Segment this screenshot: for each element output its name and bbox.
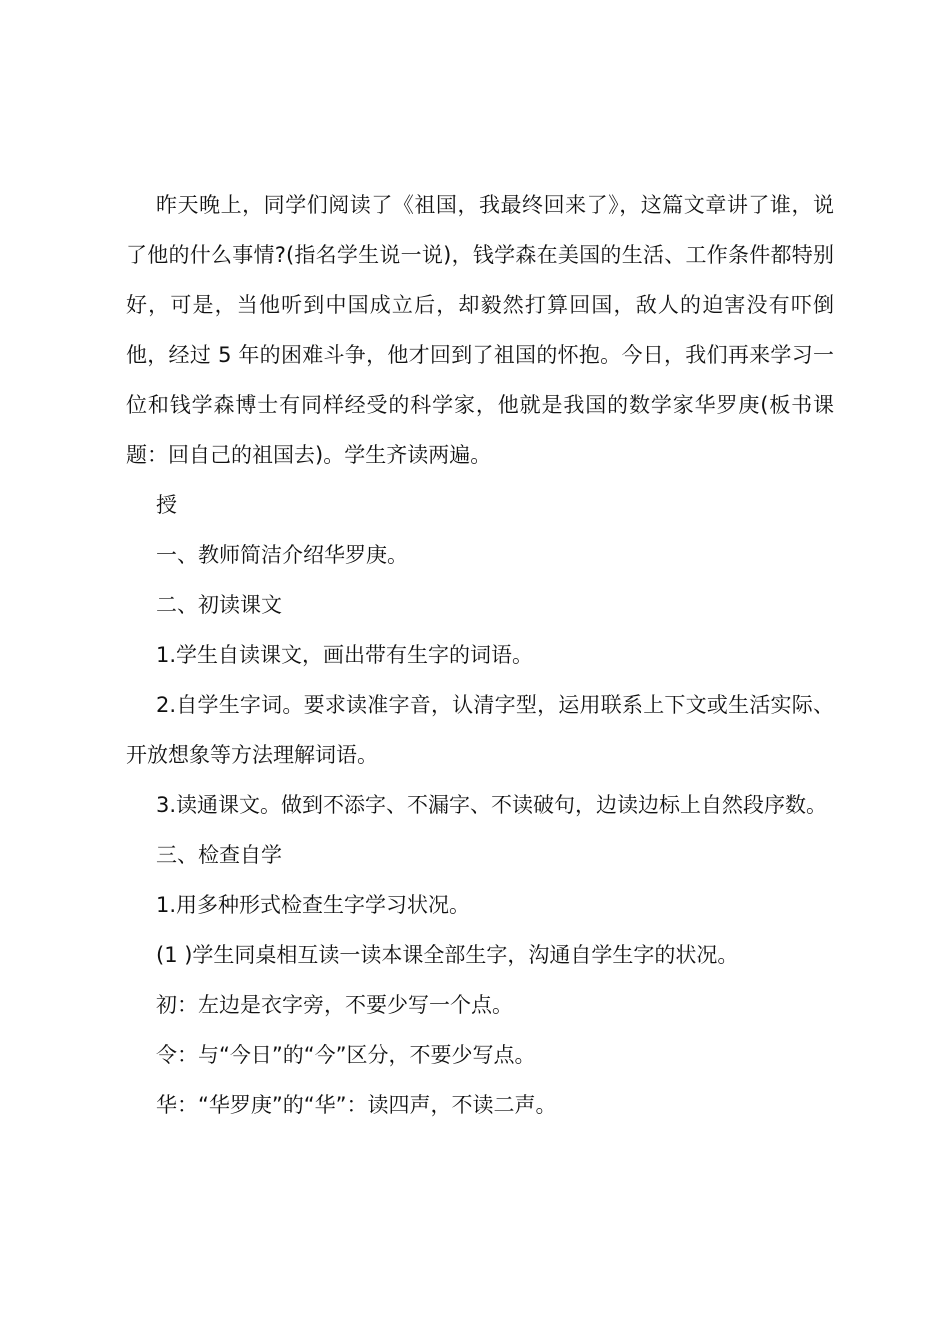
document-body bbox=[126, 180, 834, 1130]
list-item-3-1: 1.用多种形式检查生字学习状况。 bbox=[156, 893, 471, 917]
paragraph-intro: 昨天晚上，同学们阅读了《祖国，我最终回来了》，这篇文章讲了谁，说了他的什么事情?(指名学生说一说)，钱学森在美国的生活、工作条件都特别好，可是，当他听到中国成立后，却毅然打算回国，敌人的迫害没有吓倒他，经过 5 年的困难斗争，他才回到了祖国的怀抱。今日，我们再来学习一位和钱学森博士有同样经受的科学家，他就是我国的数学家华罗庚(板书课题：回自己的祖国去)。学生齐读两遍。 bbox=[126, 193, 834, 467]
section-heading-1: 一、教师简洁介绍华罗庚。 bbox=[156, 543, 408, 567]
paragraph-shou: 授 bbox=[156, 493, 177, 517]
char-note-chu: 初：左边是衣字旁，不要少写一个点。 bbox=[156, 993, 513, 1017]
list-item-2-2: 2.自学生字词。要求读准字音，认清字型，运用联系上下文或生活实际、开放想象等方法理解词语。 bbox=[126, 693, 834, 767]
sub-item-3-1-1: (1 )学生同桌相互读一读本课全部生字，沟通自学生字的状况。 bbox=[156, 943, 739, 967]
list-item-2-1: 1.学生自读课文，画出带有生字的词语。 bbox=[156, 643, 534, 667]
list-item-2-3: 3.读通课文。做到不添字、不漏字、不读破句，边读边标上自然段序数。 bbox=[156, 793, 828, 817]
char-note-hua: 华：“华罗庚”的“华”：读四声，不读二声。 bbox=[156, 1093, 557, 1117]
section-heading-2: 二、初读课文 bbox=[156, 593, 282, 617]
char-note-ling: 令：与“今日”的“今”区分，不要少写点。 bbox=[156, 1043, 536, 1067]
section-heading-3: 三、检查自学 bbox=[156, 843, 282, 867]
